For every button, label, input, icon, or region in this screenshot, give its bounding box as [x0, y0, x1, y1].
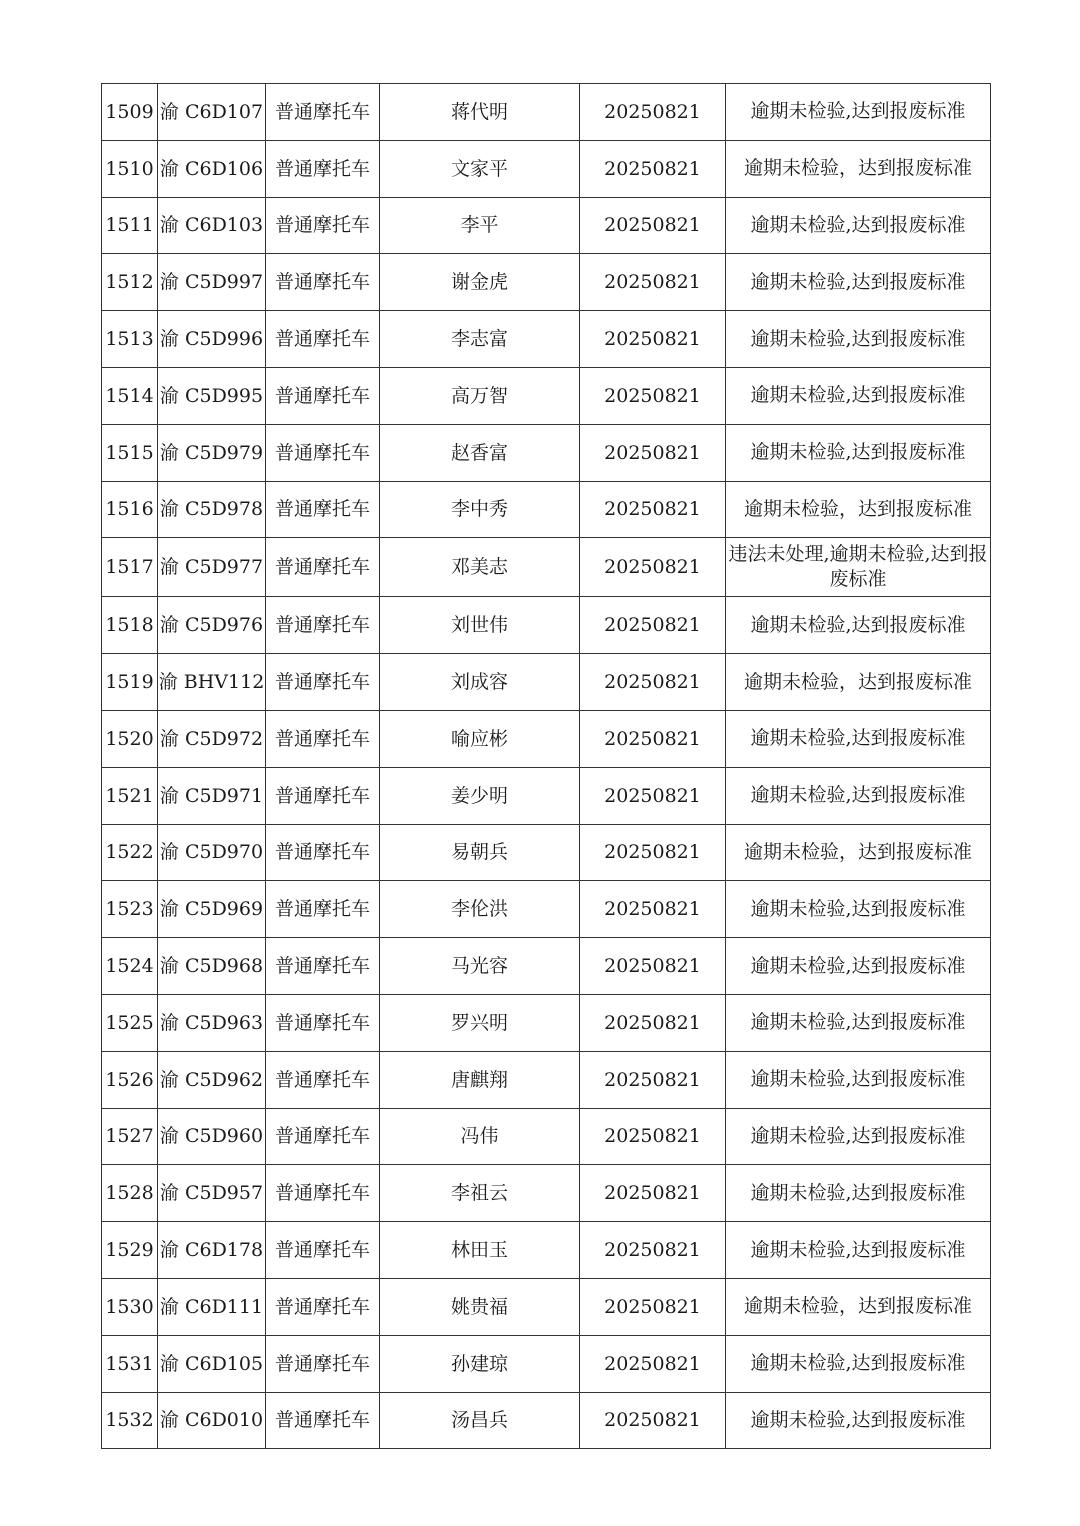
cell-vehicle-type: 普通摩托车 [266, 481, 380, 538]
cell-status: 逾期未检验,达到报废标准 [726, 1392, 991, 1449]
cell-vehicle-type: 普通摩托车 [266, 1222, 380, 1279]
table-row [102, 1051, 991, 1108]
cell-serial-number: 1525 [102, 994, 158, 1051]
cell-vehicle-type: 普通摩托车 [266, 140, 380, 197]
cell-plate-number: 渝 C5D979 [158, 424, 266, 481]
cell-serial-number: 1515 [102, 424, 158, 481]
cell-owner-name: 汤昌兵 [380, 1392, 580, 1449]
cell-serial-number: 1513 [102, 311, 158, 368]
cell-date: 20250821 [580, 1392, 726, 1449]
table-body [102, 84, 991, 1449]
cell-owner-name: 刘成容 [380, 654, 580, 711]
cell-serial-number: 1530 [102, 1278, 158, 1335]
cell-plate-number: 渝 C5D957 [158, 1165, 266, 1222]
cell-date: 20250821 [580, 1278, 726, 1335]
cell-date: 20250821 [580, 710, 726, 767]
cell-plate-number: 渝 C5D972 [158, 710, 266, 767]
cell-plate-number: 渝 C6D111 [158, 1278, 266, 1335]
cell-vehicle-type: 普通摩托车 [266, 994, 380, 1051]
cell-serial-number: 1529 [102, 1222, 158, 1279]
table-row [102, 424, 991, 481]
table-row [102, 1165, 991, 1222]
cell-serial-number: 1514 [102, 367, 158, 424]
cell-date: 20250821 [580, 1051, 726, 1108]
cell-status: 逾期未检验，达到报废标准 [726, 140, 991, 197]
vehicle-record-table [101, 83, 991, 1449]
table-row [102, 481, 991, 538]
cell-serial-number: 1524 [102, 938, 158, 995]
cell-plate-number: 渝 C6D105 [158, 1335, 266, 1392]
cell-date: 20250821 [580, 538, 726, 597]
cell-vehicle-type: 普通摩托车 [266, 824, 380, 881]
table-row [102, 84, 991, 141]
cell-serial-number: 1517 [102, 538, 158, 597]
cell-serial-number: 1520 [102, 710, 158, 767]
cell-date: 20250821 [580, 481, 726, 538]
table-row [102, 881, 991, 938]
cell-serial-number: 1523 [102, 881, 158, 938]
cell-plate-number: 渝 C5D969 [158, 881, 266, 938]
cell-date: 20250821 [580, 654, 726, 711]
table-row [102, 938, 991, 995]
cell-date: 20250821 [580, 767, 726, 824]
cell-vehicle-type: 普通摩托车 [266, 1108, 380, 1165]
cell-owner-name: 林田玉 [380, 1222, 580, 1279]
cell-serial-number: 1510 [102, 140, 158, 197]
cell-date: 20250821 [580, 254, 726, 311]
cell-owner-name: 李祖云 [380, 1165, 580, 1222]
cell-serial-number: 1511 [102, 197, 158, 254]
cell-serial-number: 1528 [102, 1165, 158, 1222]
cell-plate-number: 渝 C5D996 [158, 311, 266, 368]
cell-plate-number: 渝 C5D962 [158, 1051, 266, 1108]
cell-status: 逾期未检验,达到报废标准 [726, 1051, 991, 1108]
cell-owner-name: 李中秀 [380, 481, 580, 538]
cell-vehicle-type: 普通摩托车 [266, 767, 380, 824]
table-row [102, 254, 991, 311]
cell-owner-name: 孙建琼 [380, 1335, 580, 1392]
table-row [102, 654, 991, 711]
cell-vehicle-type: 普通摩托车 [266, 538, 380, 597]
cell-plate-number: 渝 BHV112 [158, 654, 266, 711]
cell-plate-number: 渝 C5D968 [158, 938, 266, 995]
cell-status: 逾期未检验,达到报废标准 [726, 311, 991, 368]
cell-vehicle-type: 普通摩托车 [266, 84, 380, 141]
table-row [102, 140, 991, 197]
cell-vehicle-type: 普通摩托车 [266, 367, 380, 424]
cell-plate-number: 渝 C5D977 [158, 538, 266, 597]
cell-plate-number: 渝 C5D978 [158, 481, 266, 538]
table-row [102, 197, 991, 254]
cell-serial-number: 1519 [102, 654, 158, 711]
cell-owner-name: 高万智 [380, 367, 580, 424]
cell-status: 逾期未检验,达到报废标准 [726, 1335, 991, 1392]
cell-date: 20250821 [580, 197, 726, 254]
cell-status: 逾期未检验,达到报废标准 [726, 1108, 991, 1165]
cell-vehicle-type: 普通摩托车 [266, 1392, 380, 1449]
cell-serial-number: 1532 [102, 1392, 158, 1449]
cell-status: 逾期未检验，达到报废标准 [726, 654, 991, 711]
cell-status: 逾期未检验，达到报废标准 [726, 1278, 991, 1335]
cell-vehicle-type: 普通摩托车 [266, 197, 380, 254]
cell-plate-number: 渝 C6D178 [158, 1222, 266, 1279]
cell-plate-number: 渝 C6D106 [158, 140, 266, 197]
cell-plate-number: 渝 C5D997 [158, 254, 266, 311]
cell-owner-name: 邓美志 [380, 538, 580, 597]
cell-plate-number: 渝 C5D971 [158, 767, 266, 824]
table-row [102, 1108, 991, 1165]
cell-date: 20250821 [580, 140, 726, 197]
cell-owner-name: 马光容 [380, 938, 580, 995]
cell-owner-name: 蒋代明 [380, 84, 580, 141]
table-row [102, 311, 991, 368]
cell-vehicle-type: 普通摩托车 [266, 254, 380, 311]
cell-serial-number: 1531 [102, 1335, 158, 1392]
cell-date: 20250821 [580, 367, 726, 424]
cell-owner-name: 易朝兵 [380, 824, 580, 881]
cell-vehicle-type: 普通摩托车 [266, 1051, 380, 1108]
cell-owner-name: 姚贵福 [380, 1278, 580, 1335]
cell-vehicle-type: 普通摩托车 [266, 424, 380, 481]
cell-date: 20250821 [580, 1165, 726, 1222]
cell-vehicle-type: 普通摩托车 [266, 597, 380, 654]
table-row [102, 597, 991, 654]
cell-vehicle-type: 普通摩托车 [266, 1278, 380, 1335]
cell-status: 逾期未检验，达到报废标准 [726, 481, 991, 538]
cell-plate-number: 渝 C6D107 [158, 84, 266, 141]
cell-status: 逾期未检验,达到报废标准 [726, 1165, 991, 1222]
cell-date: 20250821 [580, 424, 726, 481]
table-row [102, 710, 991, 767]
cell-serial-number: 1516 [102, 481, 158, 538]
table-row [102, 1222, 991, 1279]
cell-plate-number: 渝 C6D010 [158, 1392, 266, 1449]
cell-owner-name: 姜少明 [380, 767, 580, 824]
cell-status: 逾期未检验,达到报废标准 [726, 710, 991, 767]
cell-vehicle-type: 普通摩托车 [266, 1335, 380, 1392]
cell-plate-number: 渝 C6D103 [158, 197, 266, 254]
table-row [102, 994, 991, 1051]
cell-status: 逾期未检验,达到报废标准 [726, 424, 991, 481]
table-row [102, 367, 991, 424]
cell-date: 20250821 [580, 881, 726, 938]
cell-serial-number: 1509 [102, 84, 158, 141]
cell-status: 逾期未检验,达到报废标准 [726, 367, 991, 424]
cell-status: 逾期未检验,达到报废标准 [726, 197, 991, 254]
cell-serial-number: 1526 [102, 1051, 158, 1108]
cell-plate-number: 渝 C5D976 [158, 597, 266, 654]
cell-owner-name: 唐麒翔 [380, 1051, 580, 1108]
cell-date: 20250821 [580, 84, 726, 141]
cell-date: 20250821 [580, 597, 726, 654]
cell-owner-name: 罗兴明 [380, 994, 580, 1051]
cell-vehicle-type: 普通摩托车 [266, 938, 380, 995]
cell-serial-number: 1521 [102, 767, 158, 824]
cell-vehicle-type: 普通摩托车 [266, 881, 380, 938]
cell-owner-name: 李伦洪 [380, 881, 580, 938]
table-row [102, 538, 991, 597]
table-row [102, 1278, 991, 1335]
cell-plate-number: 渝 C5D995 [158, 367, 266, 424]
cell-serial-number: 1527 [102, 1108, 158, 1165]
table-row [102, 824, 991, 881]
cell-owner-name: 刘世伟 [380, 597, 580, 654]
cell-owner-name: 文家平 [380, 140, 580, 197]
cell-vehicle-type: 普通摩托车 [266, 654, 380, 711]
cell-status: 逾期未检验,达到报废标准 [726, 767, 991, 824]
cell-status: 逾期未检验,达到报废标准 [726, 84, 991, 141]
cell-owner-name: 李平 [380, 197, 580, 254]
cell-owner-name: 李志富 [380, 311, 580, 368]
cell-status: 逾期未检验,达到报废标准 [726, 938, 991, 995]
cell-owner-name: 冯伟 [380, 1108, 580, 1165]
cell-status: 逾期未检验,达到报废标准 [726, 1222, 991, 1279]
cell-status: 违法未处理,逾期未检验,达到报废标准 [726, 538, 991, 597]
cell-date: 20250821 [580, 1222, 726, 1279]
cell-plate-number: 渝 C5D963 [158, 994, 266, 1051]
cell-date: 20250821 [580, 938, 726, 995]
table-row [102, 767, 991, 824]
cell-status: 逾期未检验，达到报废标准 [726, 824, 991, 881]
cell-plate-number: 渝 C5D970 [158, 824, 266, 881]
cell-plate-number: 渝 C5D960 [158, 1108, 266, 1165]
cell-owner-name: 谢金虎 [380, 254, 580, 311]
cell-owner-name: 喻应彬 [380, 710, 580, 767]
cell-date: 20250821 [580, 1335, 726, 1392]
cell-status: 逾期未检验,达到报废标准 [726, 994, 991, 1051]
cell-vehicle-type: 普通摩托车 [266, 710, 380, 767]
cell-status: 逾期未检验,达到报废标准 [726, 254, 991, 311]
cell-date: 20250821 [580, 1108, 726, 1165]
cell-status: 逾期未检验,达到报废标准 [726, 597, 991, 654]
cell-vehicle-type: 普通摩托车 [266, 1165, 380, 1222]
table-row [102, 1335, 991, 1392]
cell-date: 20250821 [580, 994, 726, 1051]
cell-serial-number: 1522 [102, 824, 158, 881]
cell-status: 逾期未检验,达到报废标准 [726, 881, 991, 938]
table-row [102, 1392, 991, 1449]
cell-date: 20250821 [580, 824, 726, 881]
cell-owner-name: 赵香富 [380, 424, 580, 481]
cell-date: 20250821 [580, 311, 726, 368]
cell-serial-number: 1518 [102, 597, 158, 654]
cell-serial-number: 1512 [102, 254, 158, 311]
cell-vehicle-type: 普通摩托车 [266, 311, 380, 368]
